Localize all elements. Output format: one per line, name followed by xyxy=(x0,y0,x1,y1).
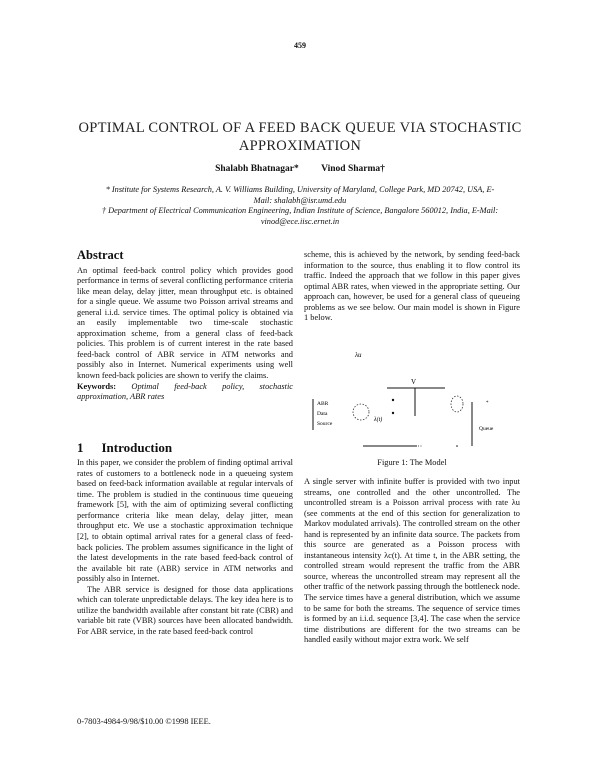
paper-title: OPTIMAL CONTROL OF A FEED BACK QUEUE VIA STOCHASTIC APPROXIMATION xyxy=(78,120,522,154)
author-2: Vinod Sharma† xyxy=(321,164,385,174)
uncontrolled-input-label: λu xyxy=(355,351,362,359)
dot xyxy=(392,399,394,401)
figure-caption: Figure 1: The Model xyxy=(377,458,447,467)
abstract-body: An optimal feed-back control policy which provides good performance in terms of several conflicting performance criteria like mean delay, delay jitter, mean throughput etc. is obtained for a single queue. We assume two Poisson arrival streams and general i.i.d. service times. The optimal policy is obtained via an easily implementable two time-scale stochastic approximation scheme, from a general class of feed-back policies. This problem is of current interest in the rate based feed-back control of ABR service in ATM networks and possibly also in Internet. Numerical experiments using well known feed-back policies are shown to verify the claims. xyxy=(77,265,293,381)
source-label-1: ABR xyxy=(317,401,329,407)
affiliation-1: * Institute for Systems Research, A. V. Williams Building, University of Maryland, College Park, MD 20742, USA, E-Mail: shalabh@isr.umd.edu xyxy=(105,185,495,205)
server-circle xyxy=(451,396,463,412)
intro-paragraph-2: The ABR service is designed for those data applications which can tolerate unpredictable delays. The key idea here is to utilize the bandwidth available after constant bit rate (CBR) and variable bit rate (VBR) sources have been allocated bandwidth. For ABR service, in the rate based feed-back control xyxy=(77,584,293,636)
controller-circle xyxy=(353,404,369,420)
right-paragraph-2: A single server with infinite buffer is provided with two input streams, one controlled and the other uncontrolled. The uncontrolled stream is a Poisson arrival process with rate λu (see comments at the end of this section for generalization to Markov modulated arrivals). The controlled stream on the other hand is represented by an infinite data source. The packets from this source are generated as a Poisson process with instantaneous intensity λc(t). At time t, in the ABR setting, the controlled stream would represent the traffic from the ABR source, whereas the uncontrolled stream may represent all the other traffic of the network passing through the bottleneck node. The service times have a general distribution, which we assume to be same for both the streams. The sequence of service times is formed by an i.i.d. sequence [3,4]. The case when the service time distributions are different for the two streams can be handled easily without major extra work. We self xyxy=(304,477,520,645)
left-column xyxy=(77,250,293,638)
authors xyxy=(0,164,600,174)
right-paragraph-1: scheme, this is achieved by the network, by sending feed-back information to the source, thus enabling it to flow control its traffic. Indeed the approach that we follow in this paper gives optimal ABR rates, when viewed in the appropriate setting. Our approach can, however, be used for a general class of queueing problems as we see below. Our main model is shown in Figure 1 below. xyxy=(304,250,520,323)
source-label-2: Data xyxy=(317,411,328,417)
page-number: 459 xyxy=(294,41,306,50)
server-label: V xyxy=(411,378,417,386)
copyright-footer: 0-7803-4984-9/98/$10.00 ©1998 IEEE. xyxy=(77,717,211,726)
rate-label: λ(t) xyxy=(374,417,383,423)
model-figure xyxy=(300,340,530,455)
intro-paragraph-1: In this paper, we consider the problem of finding optimal arrival rates of customers to a bottleneck node in a queueing system based on feed-back information available at regular intervals of time. The problem is studied in the continuous time queueing framework [5], with the aim of optimizing several conflicting performance criteria like mean delay, delay jitter, mean throughput etc. We use a stochastic approximation technique [2], to obtain optimal arrival rates for a general class of feed-back policies. The problem assumes significance in the light of the latest developments in the rate based feed-back control of the available bit rate (ABR) service in ATM networks and possibly also in Internet. xyxy=(77,458,293,584)
keywords-label: Keywords: xyxy=(77,381,117,391)
queue-label: Queue xyxy=(479,426,494,432)
dot xyxy=(456,445,458,447)
right-column-top xyxy=(304,250,520,324)
affiliations xyxy=(100,185,500,227)
section-number: 1 xyxy=(77,439,84,455)
section-title: Introduction xyxy=(101,439,173,455)
keywords xyxy=(77,382,293,403)
star-label: * xyxy=(486,401,489,406)
dot xyxy=(392,412,394,414)
source-label-3: Source xyxy=(317,421,333,427)
introduction-heading xyxy=(77,439,293,455)
author-1: Shalabh Bhatnagar* xyxy=(215,164,299,174)
keywords-text: Optimal feed-back policy, stochastic approximation, ABR rates xyxy=(77,381,294,402)
affiliation-2: † Department of Electrical Communication Engineering, Indian Institute of Science, Bangalore 560012, India, E-Mail: vinod@ece.iisc.ernet.in xyxy=(101,206,499,226)
abstract-heading: Abstract xyxy=(77,248,124,262)
right-column-bottom xyxy=(304,477,520,646)
